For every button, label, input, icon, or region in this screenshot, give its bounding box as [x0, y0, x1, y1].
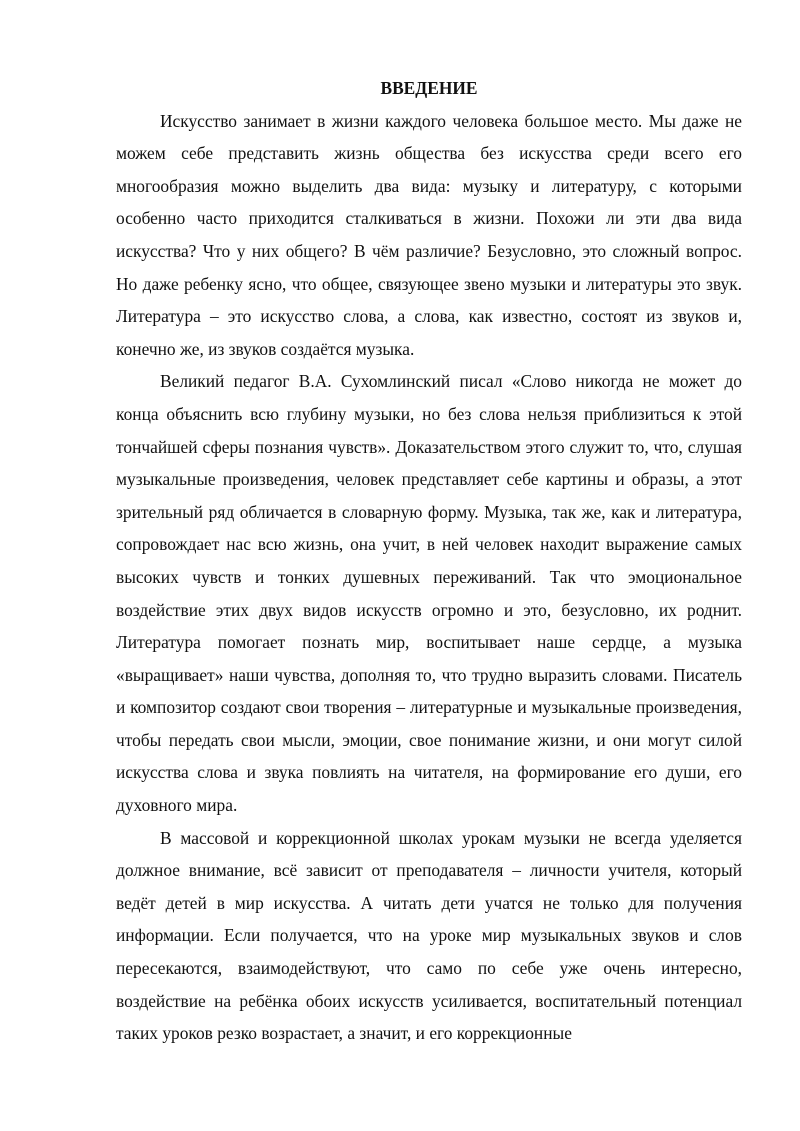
section-title: ВВЕДЕНИЕ: [380, 78, 478, 98]
paragraph-2: Великий педагог В.А. Сухомлинский писал «Слово никогда не может до конца объяснить всю глубину музыки, но без слова нельзя приблизиться к этой тончайшей сферы познания чувств». Доказательством этого служит то, что, слушая музыкальные произведения, человек представляет себе картины и образы, а этот зрительный ряд обличается в словарную форму. Музыка, так же, как и литература, сопровождает нас всю жизнь, она учит, в ней человек находит выражение самых высоких чувств и тонких душевных переживаний. Так что эмоциональное воздействие этих двух видов искусств огромно и это, безусловно, их роднит. Литература помогает познать мир, воспитывает наше сердце, а музыка «выращивает» наши чувства, дополняя то, что трудно выразить словами. Писатель и композитор создают свои творения – литературные и музыкальные произведения, чтобы передать свои мысли, эмоции, свое понимание жизни, и они могут силой искусства слова и звука повлиять на читателя, на формирование его души, его духовного мира.: [116, 371, 742, 816]
document-body: [116, 72, 742, 1050]
paragraph-3: В массовой и коррекционной школах урокам музыки не всегда уделяется должное внимание, всё зависит от преподавателя – личности учителя, который ведёт детей в мир искусства. А читать дети учатся не только для получения информации. Если получается, что на уроке мир музыкальных звуков и слов пересекаются, взаимодействуют, что само по себе уже очень интересно, воздействие на ребёнка обоих искусств усиливается, воспитательный потенциал таких уроков резко возрастает, а значит, и его коррекционные: [116, 827, 742, 1044]
paragraph-1: Искусство занимает в жизни каждого человека большое место. Мы даже не можем себе представить жизнь общества без искусства среди всего его многообразия можно выделить два вида: музыку и литературу, с которыми особенно часто приходится сталкиваться в жизни. Похожи ли эти два вида искусства? Что у них общего? В чём различие? Безусловно, это сложный вопрос. Но даже ребенку ясно, что общее, связующее звено музыки и литературы это звук. Литература – это искусство слова, а слова, как известно, состоят из звуков и, конечно же, из звуков создаётся музыка.: [116, 110, 742, 359]
